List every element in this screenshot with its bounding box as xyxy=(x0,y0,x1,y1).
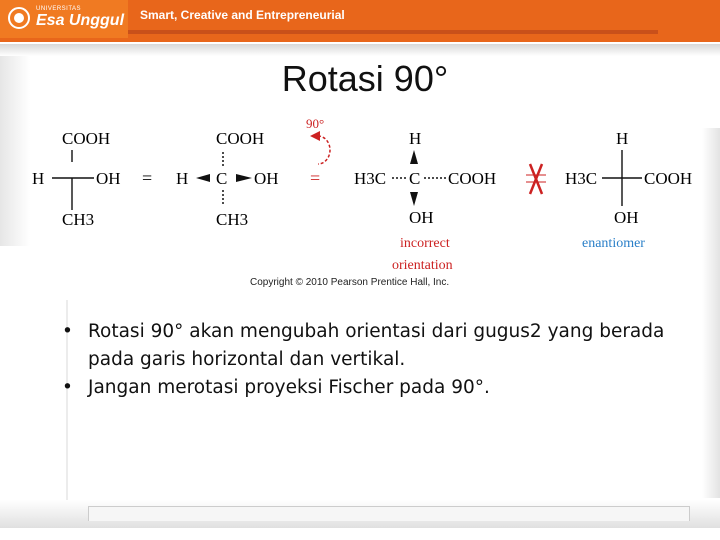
not-equal-icon xyxy=(526,164,546,194)
bullet-list xyxy=(62,318,682,402)
fischer-projection-figure xyxy=(20,112,700,282)
university-logo xyxy=(0,0,128,38)
bullet-item: • Rotasi 90° akan mengubah orientasi dari gugus2 yang berada pada garis horizontal dan vertikal. xyxy=(62,318,682,374)
s2-right: OH xyxy=(254,169,279,188)
header-bar xyxy=(0,0,720,42)
header-accent-line xyxy=(128,30,658,34)
frame-top xyxy=(0,44,720,56)
fischer-structure-4 xyxy=(565,129,692,251)
figure-copyright: Copyright © 2010 Pearson Prentice Hall, Inc. xyxy=(250,277,450,288)
s1-left: H xyxy=(32,169,45,188)
s4-left: H3C xyxy=(565,169,598,188)
frame-right xyxy=(702,128,720,498)
s3-right: COOH xyxy=(448,169,497,188)
s2-bottom: CH3 xyxy=(216,210,249,229)
s1-right: OH xyxy=(96,169,121,188)
incorrect-caption-1: incorrect xyxy=(400,236,450,251)
s1-bottom: CH3 xyxy=(62,210,95,229)
logo-name: Esa Unggul xyxy=(36,12,125,29)
fischer-diagram xyxy=(20,112,700,277)
equals-sign-1: = xyxy=(142,168,153,188)
s3-bottom: OH xyxy=(409,208,434,227)
rotation-arrowhead-icon xyxy=(310,131,320,141)
s4-bottom: OH xyxy=(614,208,639,227)
slide-title: Rotasi 90° xyxy=(281,58,449,99)
s3-top: H xyxy=(409,129,422,148)
s2-center: C xyxy=(216,169,228,188)
s2-left: H xyxy=(176,169,189,188)
enantiomer-caption: enantiomer xyxy=(582,236,645,251)
s1-top: COOH xyxy=(62,129,111,148)
s4-right: COOH xyxy=(644,169,693,188)
bullet-item: • Jangan merotasi proyeksi Fischer pada 90°. xyxy=(62,374,682,402)
rotation-label: 90° xyxy=(306,116,325,131)
s3-left: H3C xyxy=(354,169,387,188)
incorrect-caption-2: orientation xyxy=(392,258,453,273)
logo-subtitle: UNIVERSITAS xyxy=(36,6,82,12)
s4-top: H xyxy=(616,129,629,148)
s2-top: COOH xyxy=(216,129,265,148)
logo-emblem-icon xyxy=(8,7,30,29)
equals-sign-2: = xyxy=(310,168,321,188)
fischer-structure-1 xyxy=(32,129,121,229)
header-tagline: Smart, Creative and Entrepreneurial xyxy=(140,8,345,22)
s3-center: C xyxy=(409,169,421,188)
rotation-arrow xyxy=(306,116,330,188)
frame-bottom-panel xyxy=(88,506,690,521)
fischer-structure-3 xyxy=(354,129,496,273)
fischer-structure-2 xyxy=(176,129,279,229)
